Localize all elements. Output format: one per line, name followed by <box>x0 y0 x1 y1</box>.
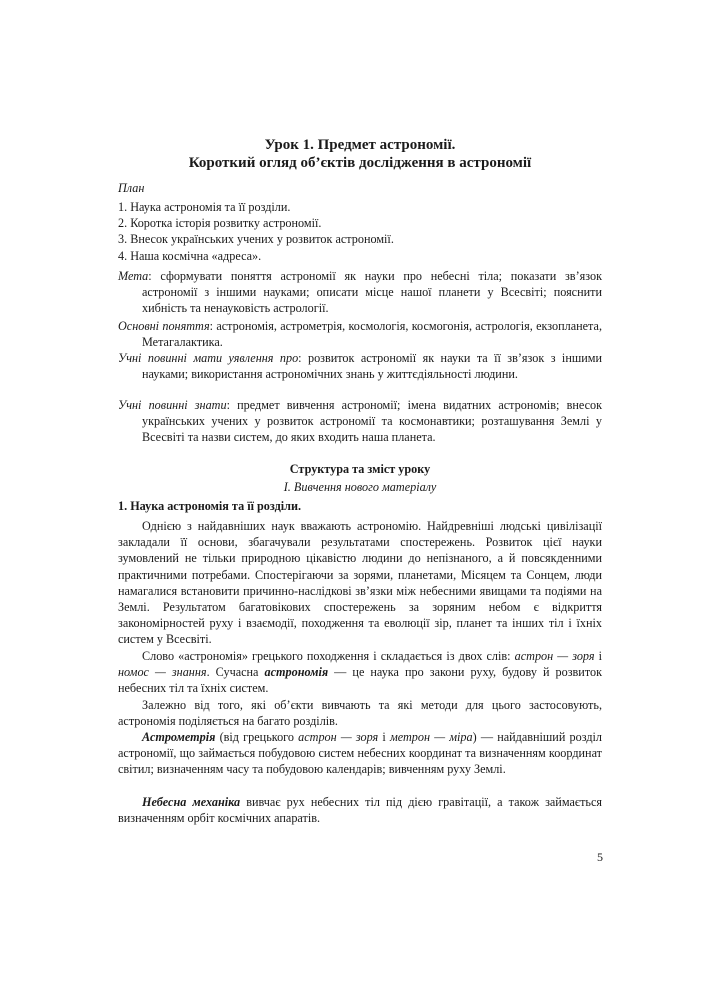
p4-astron: астрон — зоря <box>298 730 379 744</box>
know-text: : предмет вивчення астрономії; імена видатних астрономів; внесок українських учених у розвиток астрономії та космонавтики; розташування Землі у Всесвіті та назви систем, до яких входить наша планета. <box>142 398 602 445</box>
p2-text-a: Слово «астрономія» грецького походження і складається із двох слів: <box>142 649 515 663</box>
structure-subtitle: I. Вивчення нового матеріалу <box>283 480 437 494</box>
lesson-title-line1: Урок 1. Предмет астрономії. <box>264 137 456 153</box>
plan-item: 2. Коротка історія розвитку астрономії. <box>118 216 322 231</box>
know-block <box>118 397 602 446</box>
page-number: 5 <box>597 850 603 864</box>
paragraph-1: Однією з найдавніших наук вважають астрономію. Найдревніші людські цивілізації закладали її основи, збагачували результатами спостережень. Розвиток цієї науки зумовлений не тільки природною цікавістю людини до непізнаного, а й повсякденними практичними потребами. Спостерігаючи за зорями, планетами, Місяцем та Сонцем, люди намагалися встановити причинно-наслідкові зв’язки між небесними явищами та подіями на Землі. Результатом багатовікових спостережень за зоряним небом є відкриття закономірностей руху і взаємодії, походження та еволюції зір, планет та інших тіл і їхніх систем у Всесвіті. <box>118 519 602 647</box>
paragraph-3: Залежно від того, які об’єкти вивчають та які методи для цього застосовують, астрономія поділяється на багато розділів. <box>118 698 602 729</box>
p5-text-a: вивчає рух небесних тіл під дією гравітації, а також займається визначенням орбіт космічних апаратів. <box>118 795 602 826</box>
goal-block <box>118 268 602 317</box>
know-label: Учні повинні знати <box>118 398 227 412</box>
paragraph-2 <box>118 648 602 697</box>
p4-metron: метрон — міра <box>389 730 473 744</box>
p2-astron: астрон — зоря <box>514 649 595 663</box>
paragraph-4 <box>118 729 602 778</box>
p5-term: Небесна механіка <box>142 795 241 809</box>
p2-term: астрономія <box>264 665 329 680</box>
p4-term: Астрометрія <box>142 730 216 744</box>
plan-item: 4. Наша космічна «адреса». <box>118 248 262 263</box>
section-heading: 1. Наука астрономія та її розділи. <box>118 499 302 513</box>
p2-and: і <box>594 649 603 663</box>
p2-text-c: — це наука про закони руху, будову й розвиток небесних тіл та їхніх систем. <box>118 665 602 696</box>
concepts-label: Основні поняття <box>118 319 210 333</box>
p2-text-b: . Сучасна <box>206 665 265 680</box>
plan-item: 1. Наука астрономія та її розділи. <box>118 200 291 214</box>
goal-text: : сформувати поняття астрономії як науки про небесні тіла; показати зв’язок астрономії з іншими науками; описати місце нашої планети у Всесвіті; пояснити хибність та ненауковість астрології. <box>142 269 602 316</box>
idea-label: Учні повинні мати уявлення про <box>118 351 299 365</box>
concepts-block <box>118 318 602 350</box>
p2-nomos: номос — знання <box>118 665 207 680</box>
plan-heading: План <box>118 181 145 195</box>
p4-text-b: ) — найдавніший розділ астрономії, що займається побудовою систем небесних координат та визначенням координат світил; визначенням часу та побудовою календарів; вивченням руху Землі. <box>118 730 602 777</box>
lesson-title-line2: Короткий огляд об’єктів дослідження в астрономії <box>188 155 532 171</box>
idea-block <box>118 350 602 382</box>
plan-list <box>118 199 602 264</box>
paragraph-5 <box>118 794 602 826</box>
goal-label: Мета <box>118 269 149 283</box>
concepts-text: : астрономія, астрометрія, космологія, космогонія, астрологія, екзопланета, Метагалактика. <box>142 319 602 350</box>
idea-text: : розвиток астрономії як науки та її зв’язок з іншими науками; використання астрономічних знань у життєдіяльності людини. <box>142 351 602 382</box>
p4-text-a: (від грецького <box>215 730 299 744</box>
p4-and: і <box>378 730 390 744</box>
plan-item: 3. Внесок українських учених у розвиток астрономії. <box>118 232 394 247</box>
structure-title: Структура та зміст уроку <box>289 462 431 476</box>
